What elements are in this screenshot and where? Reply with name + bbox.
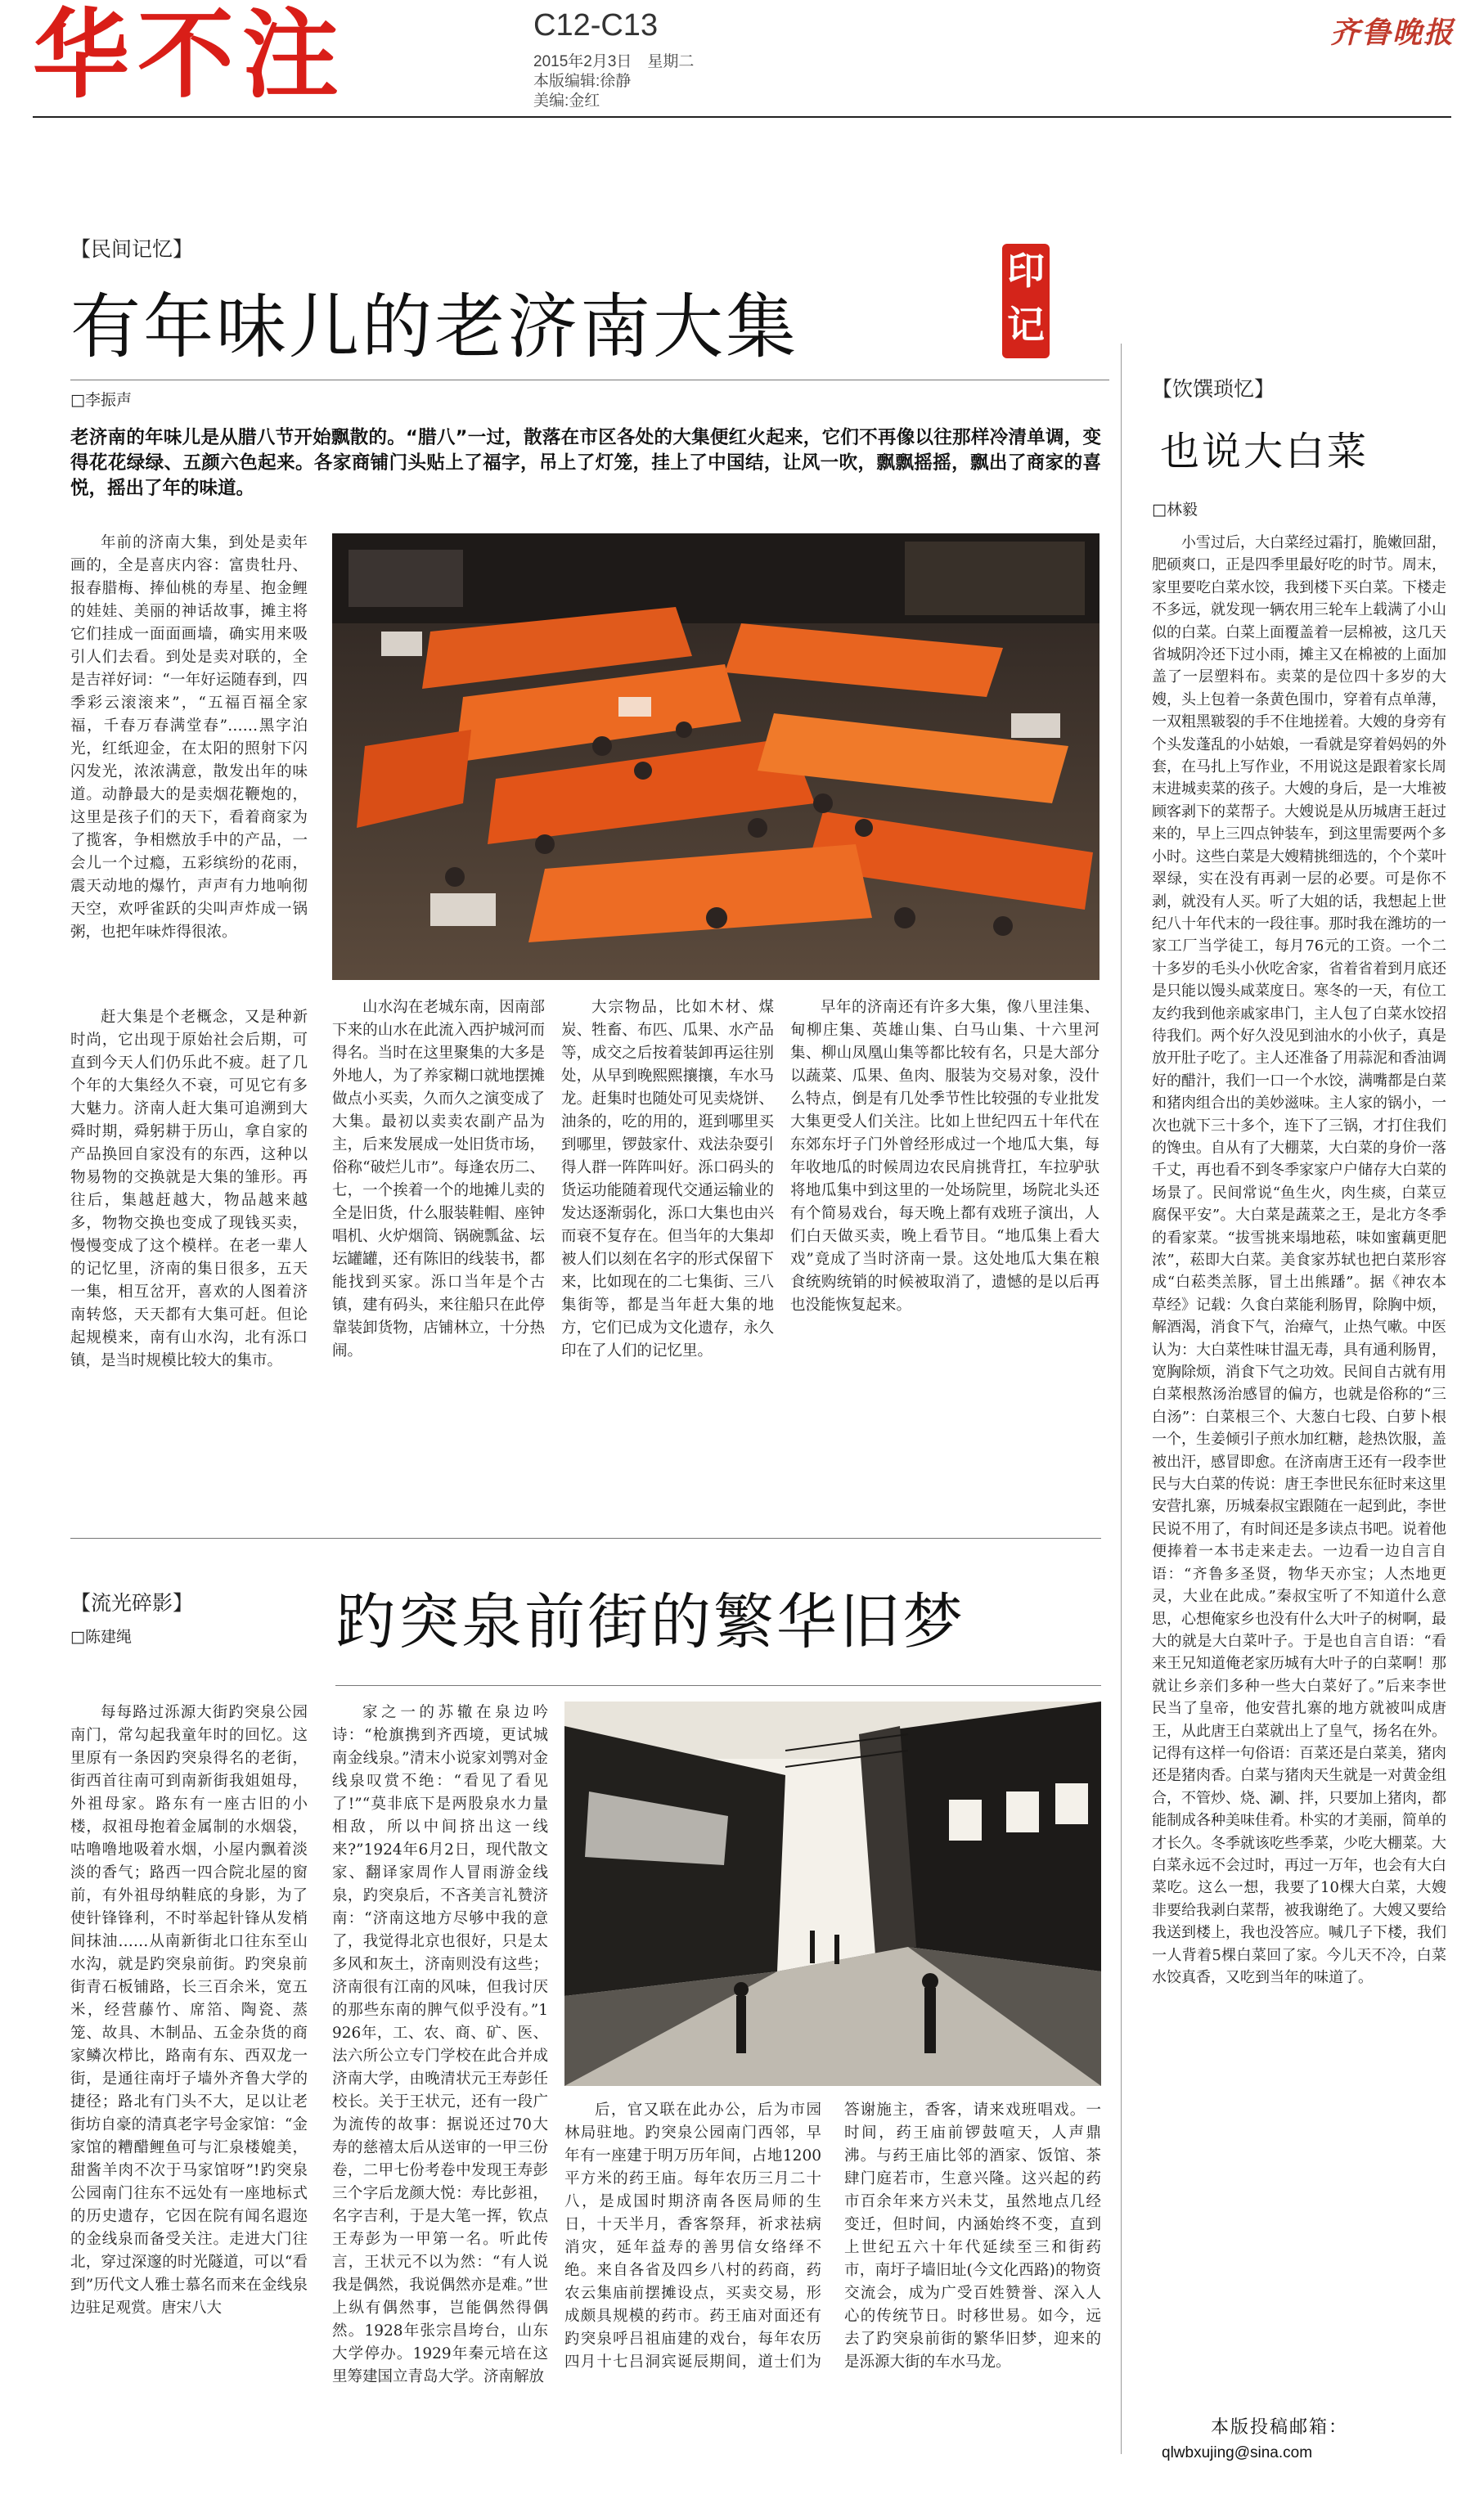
article2-byline: □林毅 xyxy=(1152,501,1198,519)
article1-column-text: 大宗物品，比如木材、煤炭、牲畜、布匹、瓜果、水产品等，成交之后按着装卸再运往别处，从早到晚熙熙攘攘，车水马龙。赶集时也随处可见卖烧饼、油条的，吃的用的，逛到哪里买到哪里，锣鼓家什、戏法杂耍引得人群一阵阵叫好。泺口码头的货运功能随着现代交通运输业的发达逐渐弱化，泺口大集也由兴而衰不复存在。但当年的大集却被人们以刻在名字的形式保留下来，比如现在的二七集街、三八集街等，都是当年赶大集的地方，它们已成为文化遗存，永久印在了人们的记忆里。 xyxy=(561,999,774,1360)
article2-body xyxy=(1152,532,1446,2372)
masthead-meta xyxy=(533,52,694,111)
article1-column xyxy=(332,996,545,1522)
article3-section-tag: 【流光碎影】 xyxy=(70,1591,194,1615)
article2-body-text: 小雪过后，大白菜经过霜打，脆嫩回甜，肥硕爽口，正是四季里最好吃的时节。周末，家里要吃白菜水饺，我到楼下买白菜。下楼走不多远，就发现一辆农用三轮车上载满了小山似的白菜。白菜上面覆盖着一层棉被，这几天省城阴冷还下过小雨，摊主又在棉被的上面加盖了一层塑料布。卖菜的是位四十多岁的大嫂，头上包着一条黄色围巾，穿着有点单薄，一双粗黑皲裂的手不住地搓着。大嫂的身旁有个头发蓬乱的小姑娘，一看就是穿着妈妈的外套，在马扎上写作业，不用说这是跟着家长周末进城卖菜的孩子。大嫂的身后，是一大堆被顾客剥下的菜帮子。大嫂说是从历城唐王赶过来的，早上三四点钟装车，到这里需要两个多小时。这些白菜是大嫂精挑细选的，个个菜叶翠绿，实在没有再剥一层的必要。可是你不剥，就没有人买。听了大姐的话，我想起上世纪八十年代末的一段往事。那时我在潍坊的一家工厂当学徒工，每月76元的工资。一个二十多岁的毛头小伙吃舍家，省着省着到月底还是只能以馒头咸菜度日。寒冬的一天，有位工友约我到他亲戚家串门，主人包了白菜水饺招待我们。两个好久没见到油水的小伙子，真是放开肚子吃了。主人还准备了用蒜泥和香油调好的醋汁，我们一口一个水饺，满嘴都是白菜和猪肉组合出的美妙滋味。主人家的锅小，一次也就下三十多个，连下了三锅，才打住我们的馋虫。自从有了大棚菜，大白菜的身价一落千丈，再也看不到冬季家家户户储存大白菜的场景了。民间常说“鱼生火，肉生痰，白菜豆腐保平安”。大白菜是蔬菜之王，是北方冬季的看家菜。“拔雪挑来塌地菘，味如蜜藕更肥浓”，菘即大白菜。美食家苏轼也把白菜形容成“白菘类羔豚，冒土出熊蹯”。据《神农本草经》记载：久食白菜能利肠胃，除胸中烦，解酒渴，消食下气，治瘴气，止热气嗽。中医认为：大白菜性味甘温无毒，具有通利肠胃，宽胸除烦，消食下气之功效。民间自古就有用白菜根熬汤治感冒的偏方，也就是俗称的“三白汤”：白菜根三个、大葱白七段、白萝卜根一个，生姜倾引子煎水加红糖，趁热饮服，盖被出汗，感冒即愈。在济南唐王还有一段李世民与大白菜的传说：唐王李世民东征时来这里安营扎寨，历城秦叔宝跟随在一起到此，李世民说不用了，有时间还是多读点书吧。说着他便捧着一本书走来走去。一边看一边自言自语：“齐鲁多圣贤，物华天亦宝；人杰地更灵，大业在此成。”秦叔宝听了不知道什么意思，心想俺家乡也没有什么大叶子的树啊，最大的就是大白菜叶子。于是也自言自语：“看来王兄知道俺老家历城有大叶子的白菜啊！那就让乡亲们多种一些大白菜好了。”后来李世民当了皇帝，他安营扎寨的地方就被叫成唐王，从此唐王白菜就出上了皇气，扬名在外。记得有这样一句俗语：百菜还是白菜美，猪肉还是猪肉香。白菜与猪肉天生就是一对黄金组合，不管炒、烧、涮、拌，只要加上猪肉，都能制成各种美味佳肴。朴实的才美丽，简单的才长久。冬季就该吃些季菜，少吃大棚菜。大白菜永远不会过时，再过一万年，也会有大白菜吃。这么一想，我要了10棵大白菜，大嫂非要给我剥白菜帮，被我谢绝了。大嫂又要给我送到楼上，我也没答应。喊几子下楼，我们一人背着5棵白菜回了家。今儿天不冷，白菜水饺真香，又吃到当年的味道了。 xyxy=(1152,534,1446,1986)
article3-headline-rule xyxy=(335,1685,1101,1686)
article3-column xyxy=(70,1702,308,2454)
article2-section-tag: 【饮馔琐忆】 xyxy=(1152,377,1275,401)
article3-byline: □陈建绳 xyxy=(70,1628,132,1646)
article1-column-text: 赶大集是个老概念，又是种新时尚，它出现于原始社会后期，可直到今天人们仍乐此不疲。赶了几个年的大集经久不衰，可见它有多大魅力。济南人赶大集可追溯到大舜时期，舜躬耕于历山，拿自家的产品换回自家没有的东西，这种以物易物的交换就是大集的雏形。再往后，集越赶越大，物品越来越多，物物交换也变成了现钱买卖，慢慢变成了这个模样。在老一辈人的记忆里，济南的集日很多，五天一集，相互岔开，喜欢的人图着济南转悠，天天都有大集可赶。但论起规模来，南有山水沟，北有泺口镇，是当时规模比较大的集市。 xyxy=(70,1009,308,1369)
article1-column-text: 早年的济南还有许多大集，像八里洼集、甸柳庄集、英雄山集、白马山集、十六里河集、柳山凤凰山集等都比较有名，只是大部分以蔬菜、瓜果、鱼肉、服装为交易对象，没什么特点，倒是有几处季节性比较强的专业批发大集更受人们关注。比如上世纪四五十年代在东郊东圩子门外曾经形成过一个地瓜大集，每年收地瓜的时候周边农民肩挑背扛，车拉驴驮将地瓜集中到这里的一处场院里，场院北头还有个简易戏台，每天晚上都有戏班子演出，人们白天做买卖，晚上看节目。“地瓜集上看大戏”竟成了当时济南一景。这处地瓜大集在粮食统购统销的时候被取消了，遗憾的是以后再也没能恢复起来。 xyxy=(790,999,1100,1314)
column-divider xyxy=(1121,344,1122,2454)
masthead-title: 华不注 xyxy=(33,0,348,111)
article1-column xyxy=(790,996,1100,1522)
article3-column xyxy=(332,1702,548,2454)
submission-label: 本版投稿邮箱： xyxy=(1211,2417,1349,2438)
article1-column-text: 山水沟在老城东南，因南部下来的山水在此流入西护城河而得名。当时在这里聚集的大多是外地人，为了养家糊口就地摆摊做点小买卖，久而久之演变成了大集。最初以卖卖农副产品为主，后来发展成一处旧货市场，俗称“破烂儿市”。每逢农历二、七，一个挨着一个的地摊儿卖的全是旧货，什么服装鞋帽、座钟唱机、火炉烟筒、锅碗瓢盆、坛坛罐罐，还有陈旧的线装书，都能找到买家。泺口当年是个古镇，建有码头，来往船只在此停靠装卸货物，店铺林立，十分热闹。 xyxy=(332,999,545,1360)
editor-credit: 本版编辑:徐静 xyxy=(533,73,632,90)
article3-headline: 趵突泉前街的繁华旧梦 xyxy=(335,1587,965,1657)
article1-column xyxy=(70,532,308,998)
masthead-rule xyxy=(33,116,1451,118)
article2-headline: 也说大白菜 xyxy=(1160,429,1369,474)
article1-section-tag: 【民间记忆】 xyxy=(70,237,194,261)
article1-column xyxy=(70,1006,308,1522)
seal-stamp: 印记 xyxy=(1002,244,1050,358)
article3-column-text: 家之一的苏辙在泉边吟诗：“枪旗携到齐西境，更试城南金线泉。”清末小说家刘鹗对金线泉叹赏不绝：“看见了看见了!”“莫非底下是两股泉水力量相敌，所以中间挤出这一线来?”1924年6月2日，现代散文家、翻译家周作人冒雨游金线泉，趵突泉后，不吝美言礼赞济南：“济南这地方尽够中我的意了，我觉得北京也很好，只是太多风和灰土，济南则没有这些；济南很有江南的风味，但我讨厌的那些东南的脾气似乎没有。”1926年，工、农、商、矿、医、法六所公立专门学校在此合并成济南大学，由晚清状元王寿彭任校长。关于王状元，还有一段广为流传的故事：据说还过70大寿的慈禧太后从送审的一甲三份卷，二甲七份考卷中发现王寿彭三个字后龙颜大悦：寿比彭祖，名字吉利，于是大笔一挥，钦点王寿彭为一甲第一名。听此传言，王状元不以为然：“有人说我是偶然，我说偶然亦是难。”世上纵有偶然事，岂能偶然得偶然。1928年张宗昌垮台，山东大学停办。1929年秦元培在这里筹建国立青岛大学。济南解放 xyxy=(332,1704,548,2385)
article3-column-text: 后，官又联在此办公，后为市园林局驻地。趵突泉公园南门西邻，早年有一座建于明万历年间，占地1200平方米的药王庙。每年农历三月二十八，是成国时期济南各医局师的生日，十天半月，香客祭拜，祈求祛病消灾，延年益寿的善男信女络绎不绝。来自各省及四乡八村的药商，药农云集庙前摆摊设点，买卖交易，形成颇具规模的药市。药王庙对面还有趵突泉呼吕祖庙建的戏台，每年农历四月十七吕洞宾诞辰期间，道士们为答谢施主，香客，请来戏班唱戏。一时间，药王庙前锣鼓喧天，人声鼎沸。与药王庙比邻的酒家、饭馆、茶肆门庭若市，生意兴隆。这兴起的药市百余年来方兴未艾，虽然地点几经变迁，但时间，内涵始终不变，直到上世纪五六十年代延续至三和街药市，南圩子墙旧址(今文化西路)的物资交流会，成为广受百姓赞誉、深入人心的传统节日。时移世易。如今，远去了趵突泉前街的繁华旧梦，迎来的是泺源大街的车水马龙。 xyxy=(564,2102,1101,2371)
article3-column xyxy=(564,2099,1101,2451)
designer-credit: 美编:金红 xyxy=(533,92,600,110)
article1-lead: 老济南的年味儿是从腊八节开始飘散的。“腊八”一过，散落在市区各处的大集便红火起来，它们不再像以往那样冷清单调，变得花花绿绿、五颜六色起来。各家商铺门头贴上了福字，吊上了灯笼，挂上了中国结，让风一吹，飘飘摇摇，飘出了商家的喜悦，摇出了年的味道。 xyxy=(70,427,1101,499)
article3-column-text: 每每路过泺源大街趵突泉公园南门，常勾起我童年时的回忆。这里原有一条因趵突泉得名的老街，街西首往南可到南新街我姐姐母，外祖母家。路东有一座古旧的小楼，叔祖母抱着金属制的水烟袋，咕噜噜地吸着水烟，小屋内飘着淡淡的香气；路西一四合院北屋的窗前，有外祖母纳鞋底的身影，为了使针锋锋利，不时举起针锋从发梢间抹油……从南新街北口往东至山水沟，就是趵突泉前街。趵突泉前街青石板铺路，长三百余米，宽五米，经营藤竹、席箔、陶瓷、蒸笼、故具、木制品、五金杂货的商家鳞次栉比，路南有东、西双龙一街，是通往南圩子墙外齐鲁大学的捷径；路北有门头不大，足以让老街坊自豪的清真老字号金家馆：“金家馆的糟醋鲤鱼可与汇泉楼媲美，甜酱羊肉不次于马家馆呀”!趵突泉公园南门往东不远处有一座地标式的历史遗存，它因在院有闻名遐迩的金线泉而备受关注。走进大门往北，穿过深邃的时光隧道，可以“看到”历代文人雅士慕名而来在金线泉边驻足观赏。唐宋八大 xyxy=(70,1704,308,2317)
article3-top-rule xyxy=(70,1538,1101,1539)
page-numbers: C12-C13 xyxy=(533,8,659,43)
old-street-photo-illustration xyxy=(564,1702,1101,2086)
newspaper-logo: 齐鲁晚报 xyxy=(1329,16,1455,50)
market-photo xyxy=(332,533,1100,980)
old-street-photo xyxy=(564,1702,1101,2086)
market-photo-illustration xyxy=(332,533,1100,980)
issue-date: 2015年2月3日 星期二 xyxy=(533,53,695,70)
article1-byline: □李振声 xyxy=(70,391,132,409)
article1-headline: 有年味儿的老济南大集 xyxy=(70,286,798,368)
article1-column xyxy=(561,996,774,1522)
submission-email: qlwbxujing@sina.com xyxy=(1162,2444,1313,2461)
article1-column-text: 年前的济南大集，到处是卖年画的，全是喜庆内容：富贵牡丹、报春腊梅、捧仙桃的寿星、抱金鲤的娃娃、美丽的神话故事，摊主将它们挂成一面面画墙，确实用来吸引人们去看。到处是卖对联的，全是吉祥好词：“一年好运随春到，四季彩云滚滚来”，“五福百福全家福，千春万春满堂春”……黑字泊光，红纸迎金，在太阳的照射下闪闪发光，浓浓满意，散发出年的味道。动静最大的是卖烟花鞭炮的，这里是孩子们的天下，看着商家为了揽客，争相燃放手中的产品，一会儿一个过瘾，五彩缤纷的花雨，震天动地的爆竹，声声有力地响彻天空，欢呼雀跃的尖叫声炸成一锅粥，也把年味炸得很浓。 xyxy=(70,534,308,941)
